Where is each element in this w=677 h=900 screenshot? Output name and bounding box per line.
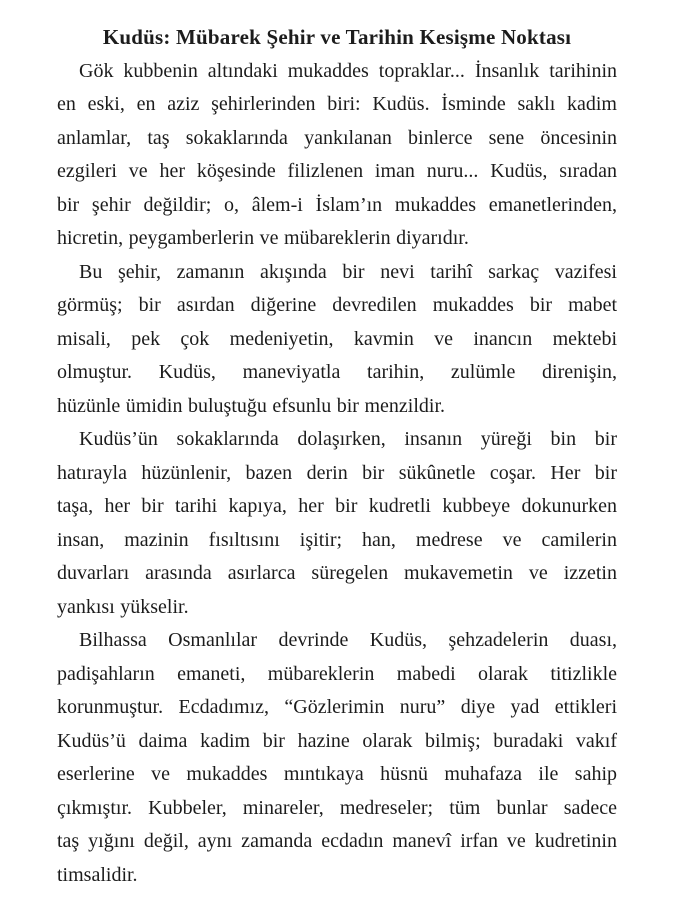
text-line: hüzünle ümidin buluştuğu efsunlu bir menzildir. (57, 394, 446, 417)
text-line: en eski, en aziz şehirlerinden biri: Kudüs. İsminde saklı kadim (57, 93, 617, 115)
text-line: taşa, her bir tarihi kapıya, her bir kudretli kubbeye dokunurken (57, 495, 617, 517)
text-line: yankısı yükselir. (57, 595, 189, 618)
text-line: insan, mazinin fısıltısını işitir; han, medrese ve camilerin (57, 528, 617, 551)
text-line: Kudüs’ü daima kadim bir hazine olarak bilmiş; buradaki vakıf (57, 729, 617, 752)
paragraph (57, 423, 617, 624)
text-line: eserlerine ve mukaddes mıntıkaya hüsnü muhafaza ile sahip (57, 763, 617, 785)
text-line: timsalidir. (57, 863, 138, 886)
paragraph (57, 256, 617, 424)
text-line: Bu şehir, zamanın akışında bir nevi tarihî sarkaç vazifesi (79, 260, 617, 283)
text-line: çıkmıştır. Kubbeler, minareler, medreseler; tüm bunlar sadece (57, 796, 617, 819)
chapter-title: Kudüs: Mübarek Şehir ve Tarihin Kesişme Noktası (102, 25, 572, 49)
text-line: olmuştur. Kudüs, maneviyatla tarihin, zulümle direnişin, (57, 361, 617, 383)
text-line: Gök kubbenin altındaki mukaddes topraklar... İnsanlık tarihinin (79, 59, 617, 82)
text-line: taş yığını değil, aynı zamanda ecdadın manevî irfan ve kudretinin (57, 830, 617, 852)
text-line: padişahların emaneti, mübareklerin mabedi olarak titizlikle (57, 662, 617, 685)
text-line: misali, pek çok medeniyetin, kavmin ve inancın mektebi (57, 327, 617, 350)
text-line: korunmuştur. Ecdadımız, “Gözlerimin nuru” diye yad ettikleri (57, 696, 617, 718)
paragraph (57, 55, 617, 256)
text-line: hatırayla hüzünlenir, bazen derin bir sükûnetle coşar. Her bir (57, 461, 617, 484)
text-line: bir şehir değildir; o, âlem-i İslam’ın mukaddes emanetlerinden, (57, 193, 617, 216)
text-line: görmüş; bir asırdan diğerine devredilen mukaddes bir mabet (57, 294, 617, 316)
paragraph (57, 624, 617, 892)
text-line: ezgileri ve her köşesinde filizlenen iman nuru... Kudüs, sıradan (57, 160, 617, 182)
body-text (57, 55, 617, 893)
text-line: duvarları arasında asırlarca süregelen mukavemetin ve izzetin (57, 562, 617, 584)
text-line: hicretin, peygamberlerin ve mübareklerin diyarıdır. (57, 227, 469, 249)
text-line: Bilhassa Osmanlılar devrinde Kudüs, şehzadelerin duası, (79, 629, 617, 651)
text-line: anlamlar, taş sokaklarında yankılanan binlerce sene öncesinin (57, 126, 617, 149)
text-line: Kudüs’ün sokaklarında dolaşırken, insanın yüreği bin bir (79, 428, 617, 450)
